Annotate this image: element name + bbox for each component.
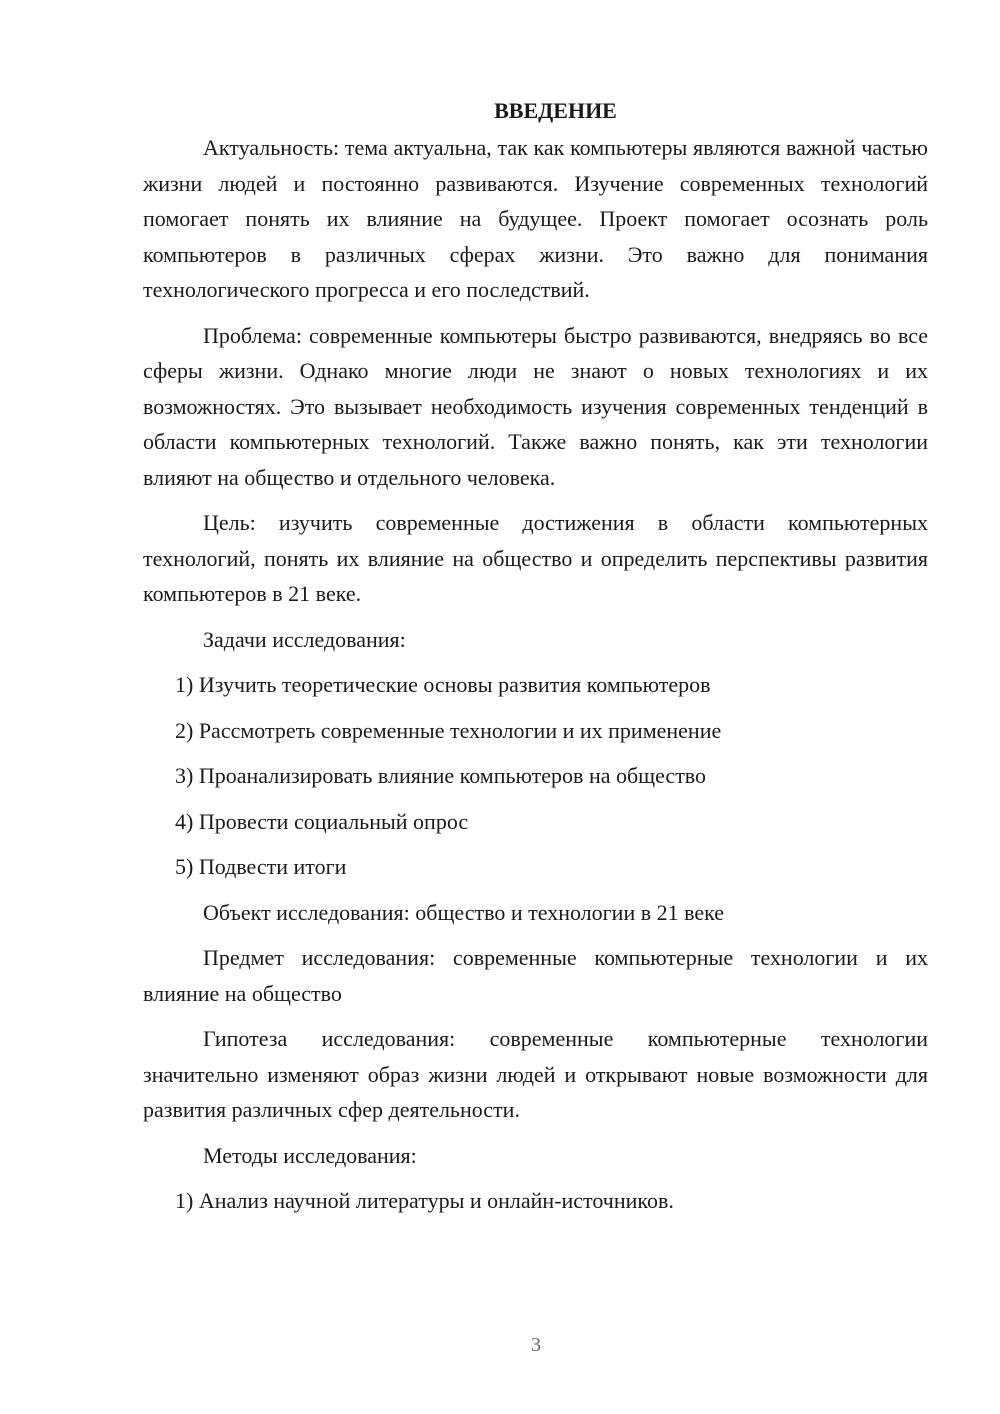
page-body <box>143 96 928 1229</box>
relevance-paragraph: Актуальность: тема актуальна, так как компьютеры являются важной частью жизни людей и постоянно развиваются. Изучение современных технологий помогает понять их влияние на будущее. Проект помогает осознать роль компьютеров в различных сферах жизни. Это важно для понимания технологического прогресса и его последствий. <box>143 135 928 302</box>
hypothesis-paragraph: Гипотеза исследования: современные компьютерные технологии значительно изменяют образ жизни людей и открывают новые возможности для развития различных сфер деятельности. <box>143 1026 928 1122</box>
goal-paragraph: Цель: изучить современные достижения в области компьютерных технологий, понять их влияние на общество и определить перспективы развития компьютеров в 21 веке. <box>143 510 928 606</box>
page-number: 3 <box>531 1334 541 1356</box>
task-item: 2) Рассмотреть современные технологии и их применение <box>175 717 722 743</box>
methods-list <box>143 1183 928 1219</box>
problem-paragraph: Проблема: современные компьютеры быстро развиваются, внедряясь во все сферы жизни. Однако многие люди не знают о новых технологиях и их возможностях. Это вызывает необходимость изучения современных тенденций в области компьютерных технологий. Также важно понять, как эти технологии влияют на общество и отдельного человека. <box>143 322 928 490</box>
task-item: 5) Подвести итоги <box>175 854 347 879</box>
task-item: 1) Изучить теоретические основы развития компьютеров <box>175 672 711 697</box>
subject-paragraph: Предмет исследования: современные компьютерные технологии и их влияние на общество <box>143 945 928 1006</box>
methods-heading: Методы исследования: <box>203 1142 417 1168</box>
object-line: Объект исследования: общество и технологии в 21 веке <box>203 899 725 925</box>
task-item: 3) Проанализировать влияние компьютеров на общество <box>175 763 707 788</box>
tasks-list <box>143 667 928 885</box>
task-item: 4) Провести социальный опрос <box>175 808 469 834</box>
tasks-heading: Задачи исследования: <box>203 626 406 652</box>
method-item: 1) Анализ научной литературы и онлайн-источников. <box>175 1188 674 1213</box>
page-title: ВВЕДЕНИЕ <box>494 98 617 123</box>
